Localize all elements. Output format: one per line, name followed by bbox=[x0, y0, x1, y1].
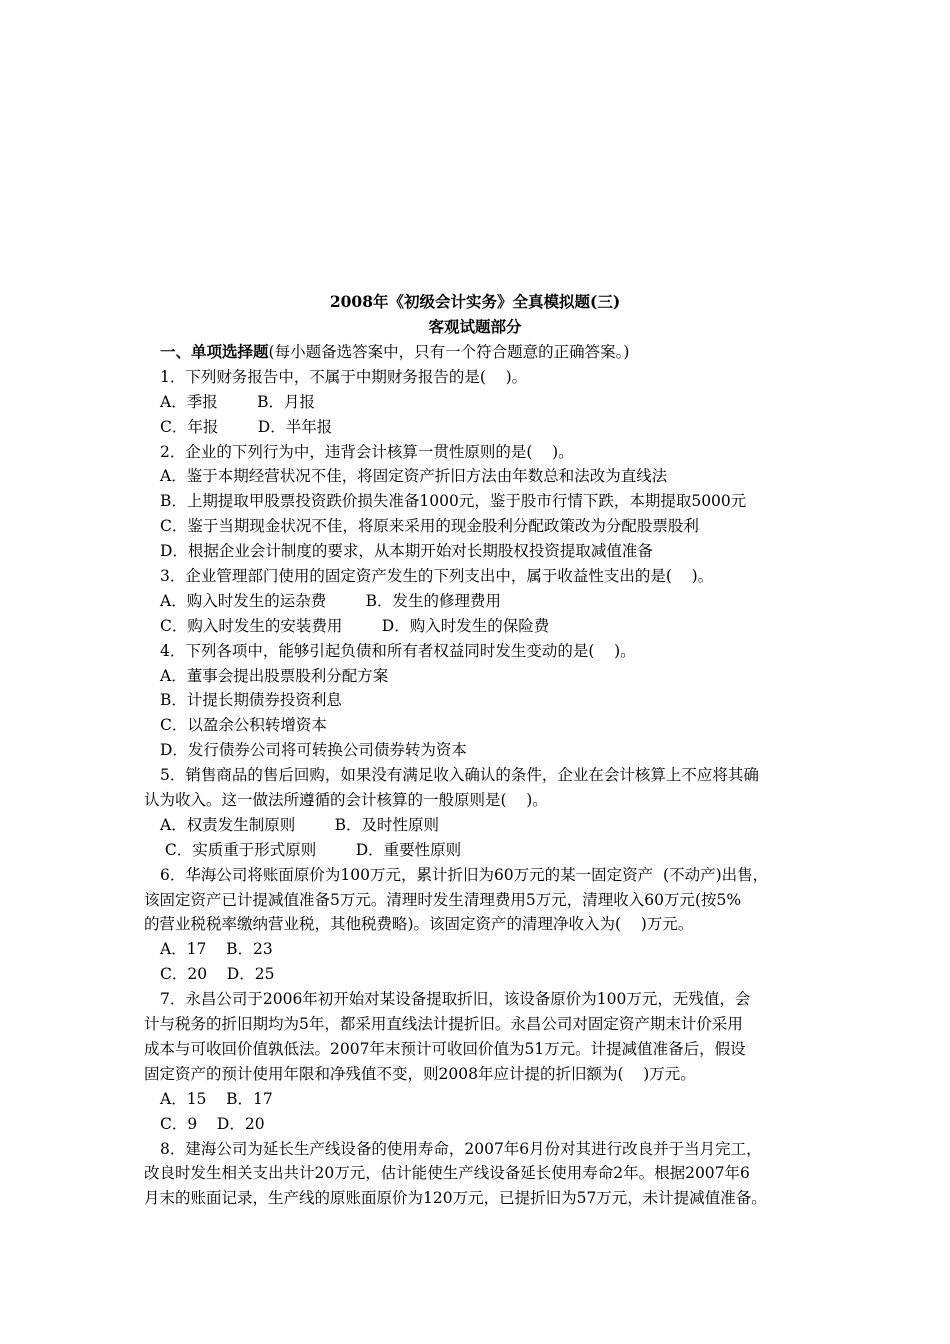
question-4-stem: 4．下列各项中，能够引起负债和所有者权益同时发生变动的是( )。 bbox=[160, 641, 636, 660]
question-8-stem-line-3: 月末的账面记录，生产线的原账面原价为120万元，已提折旧为57万元，未计提减值准备。 bbox=[144, 1189, 767, 1208]
question-7-options-cd: C．9 D．20 bbox=[160, 1114, 265, 1133]
question-7-stem-line-4: 固定资产的预计使用年限和净残值不变，则2008年应计提的折旧额为( )万元。 bbox=[144, 1064, 696, 1083]
question-5-stem-line-1: 5．销售商品的售后回购，如果没有满足收入确认的条件，企业在会计核算上不应将其确 bbox=[160, 766, 759, 785]
question-6-stem-line-3: 的营业税税率缴纳营业税，其他税费略)。该固定资产的清理净收入为( )万元。 bbox=[144, 915, 694, 934]
question-3-options-cd: C．购入时发生的安装费用 D．购入时发生的保险费 bbox=[160, 616, 550, 635]
question-4-option-a: A．董事会提出股票股利分配方案 bbox=[160, 666, 389, 685]
question-7-stem-line-1: 7．永昌公司于2006年初开始对某设备提取折旧，该设备原价为100万元，无残值，会 bbox=[160, 990, 751, 1009]
question-6-options-ab: A．17 B．23 bbox=[160, 940, 273, 959]
question-7-options-ab: A．15 B．17 bbox=[160, 1089, 273, 1108]
question-1-stem: 1．下列财务报告中，不属于中期财务报告的是( )。 bbox=[160, 367, 528, 386]
question-4-option-c: C．以盈余公积转增资本 bbox=[160, 716, 327, 735]
question-2-option-d: D．根据企业会计制度的要求，从本期开始对长期股权投资提取减值准备 bbox=[160, 542, 653, 561]
question-2-option-b: B．上期提取甲股票投资跌价损失准备1000元，鉴于股市行情下跌，本期提取5000元 bbox=[160, 492, 747, 511]
document-title: 2008年《初级会计实务》全真模拟题(三) bbox=[329, 292, 621, 311]
question-7-stem-line-2: 计与税务的折旧期均为5年，都采用直线法计提折旧。永昌公司对固定资产期末计价采用 bbox=[144, 1015, 743, 1034]
document-body bbox=[144, 340, 824, 1211]
question-7-stem-line-3: 成本与可收回价值孰低法。2007年末预计可收回价值为51万元。计提减值准备后，假设 bbox=[144, 1039, 746, 1058]
question-2-option-c: C．鉴于当期现金状况不佳，将原来采用的现金股利分配政策改为分配股票股利 bbox=[160, 517, 699, 536]
question-5-options-cd: C．实质重于形式原则 D．重要性原则 bbox=[160, 840, 462, 859]
question-1-options-ab: A．季报 B．月报 bbox=[160, 392, 316, 411]
question-6-stem-line-2: 该固定资产已计提减值准备5万元。清理时发生清理费用5万元，清理收入60万元(按5% bbox=[144, 890, 742, 909]
question-5-stem-line-2: 认为收入。这一做法所遵循的会计核算的一般原则是( )。 bbox=[144, 791, 548, 810]
document-subtitle: 客观试题部分 bbox=[428, 317, 522, 336]
question-2-stem: 2．企业的下列行为中，违背会计核算一贯性原则的是( )。 bbox=[160, 442, 574, 461]
question-4-option-b: B．计提长期债券投资利息 bbox=[160, 691, 342, 710]
question-3-options-ab: A．购入时发生的运杂费 B．发生的修理费用 bbox=[160, 591, 502, 610]
question-5-options-ab: A．权责发生制原则 B．及时性原则 bbox=[160, 815, 440, 834]
section-heading-rest: (每小题备选答案中，只有一个符合题意的正确答案。) bbox=[268, 343, 630, 361]
question-6-stem-line-1: 6．华海公司将账面原价为100万元，累计折旧为60万元的某一固定资产 (不动产)出售， bbox=[160, 865, 769, 884]
question-2-option-a: A．鉴于本期经营状况不佳，将固定资产折旧方法由年数总和法改为直线法 bbox=[160, 467, 668, 486]
question-1-options-cd: C．年报 D．半年报 bbox=[160, 417, 333, 436]
question-4-option-d: D．发行债券公司将可转换公司债券转为资本 bbox=[160, 741, 467, 760]
question-3-stem: 3．企业管理部门使用的固定资产发生的下列支出中，属于收益性支出的是( )。 bbox=[160, 567, 714, 586]
section-heading-bold: 一、单项选择题 bbox=[160, 342, 269, 361]
question-6-options-cd: C．20 D．25 bbox=[160, 965, 275, 984]
question-8-stem-line-1: 8．建海公司为延长生产线设备的使用寿命，2007年6月份对其进行改良并于当月完工， bbox=[160, 1139, 762, 1158]
section-heading bbox=[144, 340, 824, 365]
question-8-stem-line-2: 改良时发生相关支出共计20万元，估计能使生产线设备延长使用寿命2年。根据2007年6 bbox=[144, 1164, 750, 1183]
